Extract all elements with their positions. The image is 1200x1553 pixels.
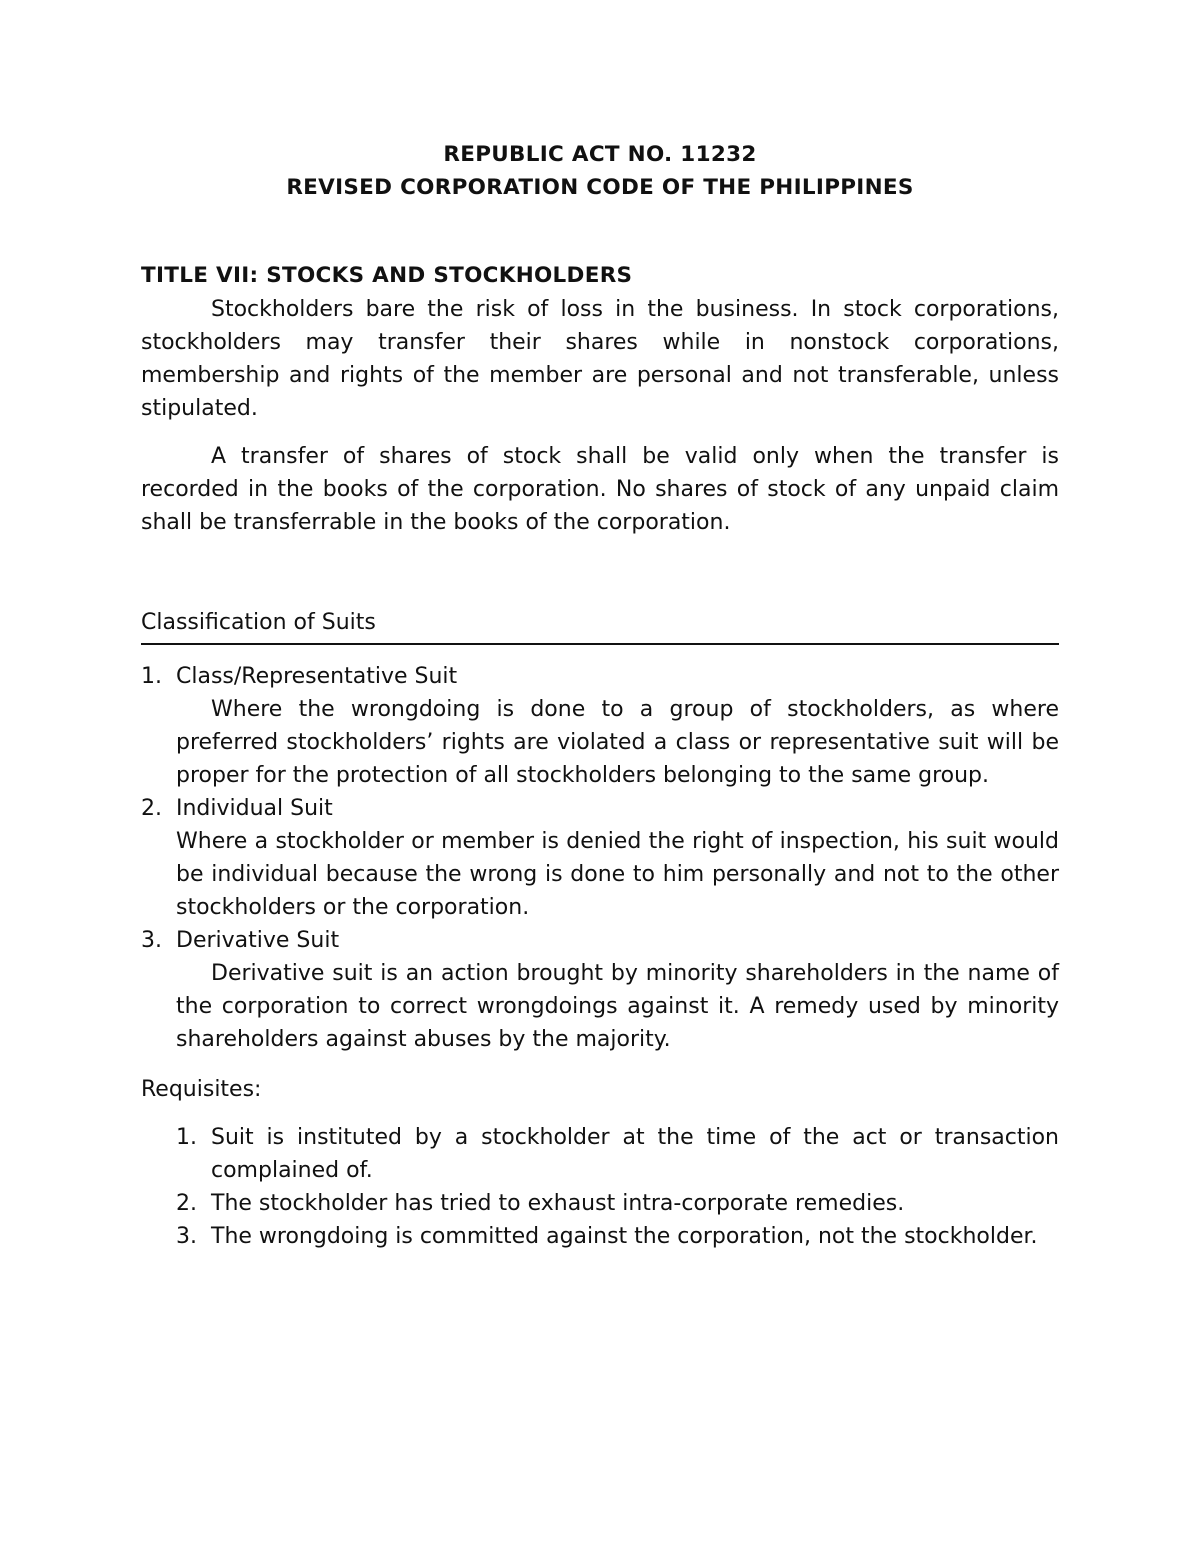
document-page (141, 138, 1059, 1253)
requisite-item (176, 1121, 1059, 1187)
suit-item-derivative (141, 924, 1059, 1056)
suit-name: Class/Representative Suit (176, 664, 458, 689)
list-number: 1. (141, 664, 162, 689)
suit-item-class (141, 660, 1059, 792)
requisite-text: The wrongdoing is committed against the corporation, not the stockholder. (211, 1224, 1038, 1249)
suits-list (141, 660, 1059, 1056)
title-vii-heading: TITLE VII: STOCKS AND STOCKHOLDERS (141, 263, 633, 288)
list-number: 1. (176, 1125, 197, 1150)
requisite-text: Suit is instituted by a stockholder at the time of the act or transaction complained of. (211, 1125, 1059, 1183)
suit-description: Where the wrongdoing is done to a group of stockholders, as where preferred stockholders’ rights are violated a class or representative suit will be proper for the protection of all stockholders belonging to the same group. (176, 697, 1059, 788)
requisite-item (176, 1220, 1059, 1253)
requisite-item (176, 1187, 1059, 1220)
suit-name: Individual Suit (176, 796, 333, 821)
requisite-text: The stockholder has tried to exhaust intra-corporate remedies. (211, 1191, 905, 1216)
list-number: 2. (176, 1191, 197, 1216)
suit-description: Where a stockholder or member is denied the right of inspection, his suit would be individual because the wrong is done to him personally and not to the other stockholders or the corporation. (176, 829, 1059, 920)
suit-name: Derivative Suit (176, 928, 340, 953)
requisites-heading: Requisites: (141, 1077, 262, 1102)
requisites-list (176, 1121, 1059, 1253)
list-number: 3. (141, 928, 162, 953)
list-number: 3. (176, 1224, 197, 1249)
share-transfer-paragraph: A transfer of shares of stock shall be valid only when the transfer is recorded in the books of the corporation. No shares of stock of any unpaid claim shall be transferrable in the books of the corporation. (141, 444, 1059, 535)
suit-description: Derivative suit is an action brought by minority shareholders in the name of the corporation to correct wrongdoings against it. A remedy used by minority shareholders against abuses by the majority. (176, 961, 1059, 1052)
classification-of-suits-heading: Classification of Suits (141, 606, 1059, 645)
suit-item-individual (141, 792, 1059, 924)
code-title: REVISED CORPORATION CODE OF THE PHILIPPINES (286, 175, 914, 200)
act-number-title: REPUBLIC ACT NO. 11232 (443, 142, 757, 167)
list-number: 2. (141, 796, 162, 821)
stockholders-risk-paragraph: Stockholders bare the risk of loss in the business. In stock corporations, stockholders may transfer their shares while in nonstock corporations, membership and rights of the member are personal and not transferable, unless stipulated. (141, 297, 1059, 421)
